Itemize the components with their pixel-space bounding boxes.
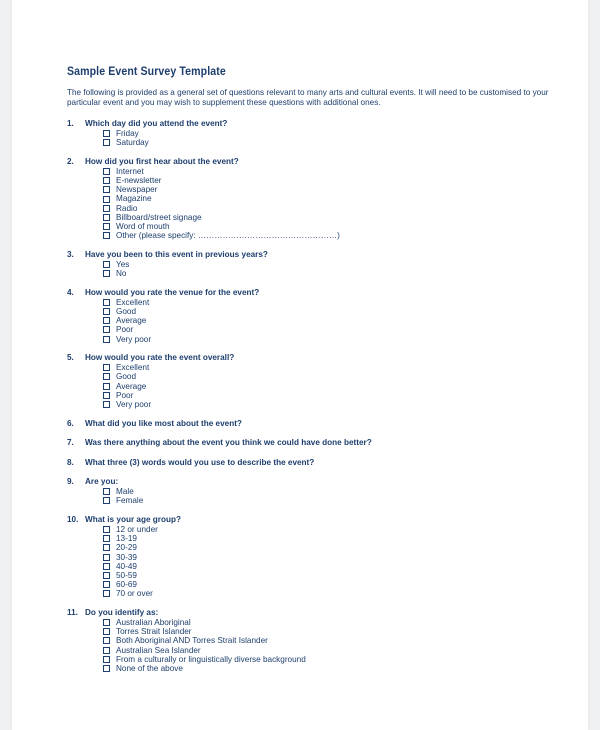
option-label: Magazine [116,194,152,204]
question-number: 1. [67,119,74,128]
option-item[interactable] [103,222,557,231]
option-label: Torres Strait Islander [116,627,192,637]
option-label: 12 or under [116,525,158,534]
checkbox-icon[interactable] [103,628,110,635]
question-heading [67,353,557,363]
option-item[interactable] [103,618,557,627]
option-label: 60-69 [116,580,137,590]
options-list [103,298,557,344]
option-item[interactable] [103,231,557,240]
question-text: How would you rate the venue for the event? [85,287,260,297]
checkbox-icon[interactable] [103,581,110,588]
option-item[interactable] [103,129,557,138]
option-label: Good [116,306,137,316]
option-label: None of the above [116,663,183,673]
option-item[interactable] [103,646,557,655]
checkbox-icon[interactable] [103,232,110,239]
question-heading [67,477,557,487]
question-text: Do you identify as: [85,608,159,617]
intro-paragraph: The following is provided as a general set of questions relevant to many arts and cultural events. It will need to be customised to your particular event and you may wish to supplement these questions with additional ones. [67,88,549,107]
option-item[interactable] [103,534,557,543]
question-text: Have you been to this event in previous years? [85,249,268,259]
option-label: 30-39 [116,552,137,562]
options-list [103,363,557,409]
question-11 [67,608,557,673]
question-text: Was there anything about the event you think we could have done better? [85,438,372,448]
option-item[interactable] [103,400,557,409]
checkbox-icon[interactable] [103,196,110,203]
option-item[interactable] [103,580,557,589]
checkbox-icon[interactable] [103,130,110,137]
option-item[interactable] [103,298,557,307]
checkbox-icon[interactable] [103,223,110,230]
checkbox-icon[interactable] [103,139,110,146]
question-number: 4. [67,287,74,297]
question-6 [67,419,557,429]
question-number: 10. [67,515,79,524]
option-label: Average [116,381,147,391]
question-9 [67,477,557,505]
question-heading [67,438,557,448]
option-item[interactable] [103,543,557,552]
option-label: Australian Aboriginal [116,618,191,627]
checkbox-icon[interactable] [103,168,110,175]
question-text: What did you like most about the event? [85,418,242,428]
question-10 [67,515,557,599]
option-label: From a culturally or linguistically diverse background [116,654,306,664]
checkbox-icon[interactable] [103,665,110,672]
checkbox-icon[interactable] [103,177,110,184]
question-number: 7. [67,438,74,448]
option-label: Internet [116,166,144,176]
option-label: Saturday [116,138,149,148]
option-item[interactable] [103,204,557,213]
checkbox-icon[interactable] [103,497,110,504]
option-item[interactable] [103,335,557,344]
options-list [103,487,557,505]
question-4 [67,288,557,344]
option-item[interactable] [103,185,557,194]
checkbox-icon[interactable] [103,270,110,277]
option-item[interactable] [103,269,557,278]
checkbox-icon[interactable] [103,261,110,268]
option-item[interactable] [103,260,557,269]
option-item[interactable] [103,553,557,562]
question-text: Are you: [85,477,119,487]
option-item[interactable] [103,487,557,496]
option-label: Male [116,487,134,497]
option-label: Newspaper [116,185,158,195]
option-item[interactable] [103,391,557,400]
checkbox-icon[interactable] [103,214,110,221]
option-label: Female [116,496,144,506]
question-text: Which day did you attend the event? [85,119,228,128]
question-heading [67,458,557,468]
question-text: What is your age group? [85,515,181,524]
question-number: 8. [67,457,74,467]
options-list [103,525,557,599]
option-item[interactable] [103,213,557,222]
checkbox-icon[interactable] [103,488,110,495]
option-item[interactable] [103,194,557,203]
document-page [12,0,588,730]
option-label: 40-49 [116,561,137,571]
question-heading [67,119,557,129]
option-item[interactable] [103,636,557,645]
checkbox-icon[interactable] [103,326,110,333]
question-number: 2. [67,156,74,166]
option-label: Average [116,316,147,326]
question-5 [67,353,557,409]
option-label: Yes [116,259,130,269]
question-number: 5. [67,353,74,363]
question-number: 11. [67,608,78,617]
option-label: Both Aboriginal AND Torres Strait Islander [116,636,268,646]
option-label: No [116,269,127,279]
option-label: 20-29 [116,543,137,553]
question-number: 9. [67,477,74,487]
option-item[interactable] [103,525,557,534]
options-list [103,167,557,241]
checkbox-icon[interactable] [103,205,110,212]
option-label: Excellent [116,297,150,307]
option-label: Word of mouth [116,222,170,231]
option-item[interactable] [103,382,557,391]
option-label: Friday [116,129,139,138]
options-list [103,129,557,147]
question-1 [67,119,557,147]
question-7 [67,438,557,448]
checkbox-icon[interactable] [103,656,110,663]
option-item[interactable] [103,307,557,316]
option-label: Australian Sea Islander [116,645,201,655]
options-list [103,260,557,278]
checkbox-icon[interactable] [103,186,110,193]
option-item[interactable] [103,571,557,580]
checkbox-icon[interactable] [103,619,110,626]
checkbox-icon[interactable] [103,392,110,399]
checkbox-icon[interactable] [103,373,110,380]
option-label: 13-19 [116,534,137,544]
question-2 [67,157,557,241]
option-item[interactable] [103,496,557,505]
options-list [103,618,557,673]
checkbox-icon[interactable] [103,383,110,390]
page-title: Sample Event Survey Template [67,66,226,78]
option-item[interactable] [103,316,557,325]
checkbox-icon[interactable] [103,590,110,597]
option-label: Very poor [116,399,152,409]
checkbox-icon[interactable] [103,317,110,324]
option-item[interactable] [103,138,557,147]
option-label: Poor [116,390,134,400]
checkbox-icon[interactable] [103,308,110,315]
question-heading [67,250,557,260]
option-item[interactable] [103,167,557,176]
option-item[interactable] [103,589,557,598]
checkbox-icon[interactable] [103,299,110,306]
option-label: Other (please specify: ……………………………………………) [116,231,340,241]
option-label: 50-59 [116,570,137,580]
question-8 [67,458,557,468]
option-label: Poor [116,325,134,335]
question-number: 3. [67,249,74,259]
question-3 [67,250,557,278]
checkbox-icon[interactable] [103,544,110,551]
checkbox-icon[interactable] [103,364,110,371]
survey-content [67,66,557,683]
option-label: Good [116,372,137,382]
question-text: How would you rate the event overall? [85,353,235,363]
checkbox-icon[interactable] [103,535,110,542]
option-label: Excellent [116,363,150,373]
checkbox-icon[interactable] [103,637,110,644]
checkbox-icon[interactable] [103,554,110,561]
option-label: Very poor [116,334,152,344]
option-item[interactable] [103,627,557,636]
checkbox-icon[interactable] [103,526,110,533]
option-item[interactable] [103,562,557,571]
question-number: 6. [67,418,74,428]
question-heading [67,157,557,167]
option-item[interactable] [103,664,557,673]
checkbox-icon[interactable] [103,336,110,343]
checkbox-icon[interactable] [103,401,110,408]
option-item[interactable] [103,176,557,185]
question-text: What three (3) words would you use to describe the event? [85,457,315,467]
question-heading [67,288,557,298]
questions-list [67,119,557,673]
option-item[interactable] [103,363,557,372]
option-item[interactable] [103,655,557,664]
option-label: E-newsletter [116,176,162,186]
checkbox-icon[interactable] [103,563,110,570]
option-label: 70 or over [116,589,153,599]
option-label: Billboard/street signage [116,212,202,222]
question-heading [67,608,557,618]
checkbox-icon[interactable] [103,647,110,654]
option-item[interactable] [103,325,557,334]
option-label: Radio [116,203,138,213]
option-item[interactable] [103,372,557,381]
question-heading [67,419,557,429]
checkbox-icon[interactable] [103,572,110,579]
question-heading [67,515,557,525]
question-text: How did you first hear about the event? [85,156,239,166]
